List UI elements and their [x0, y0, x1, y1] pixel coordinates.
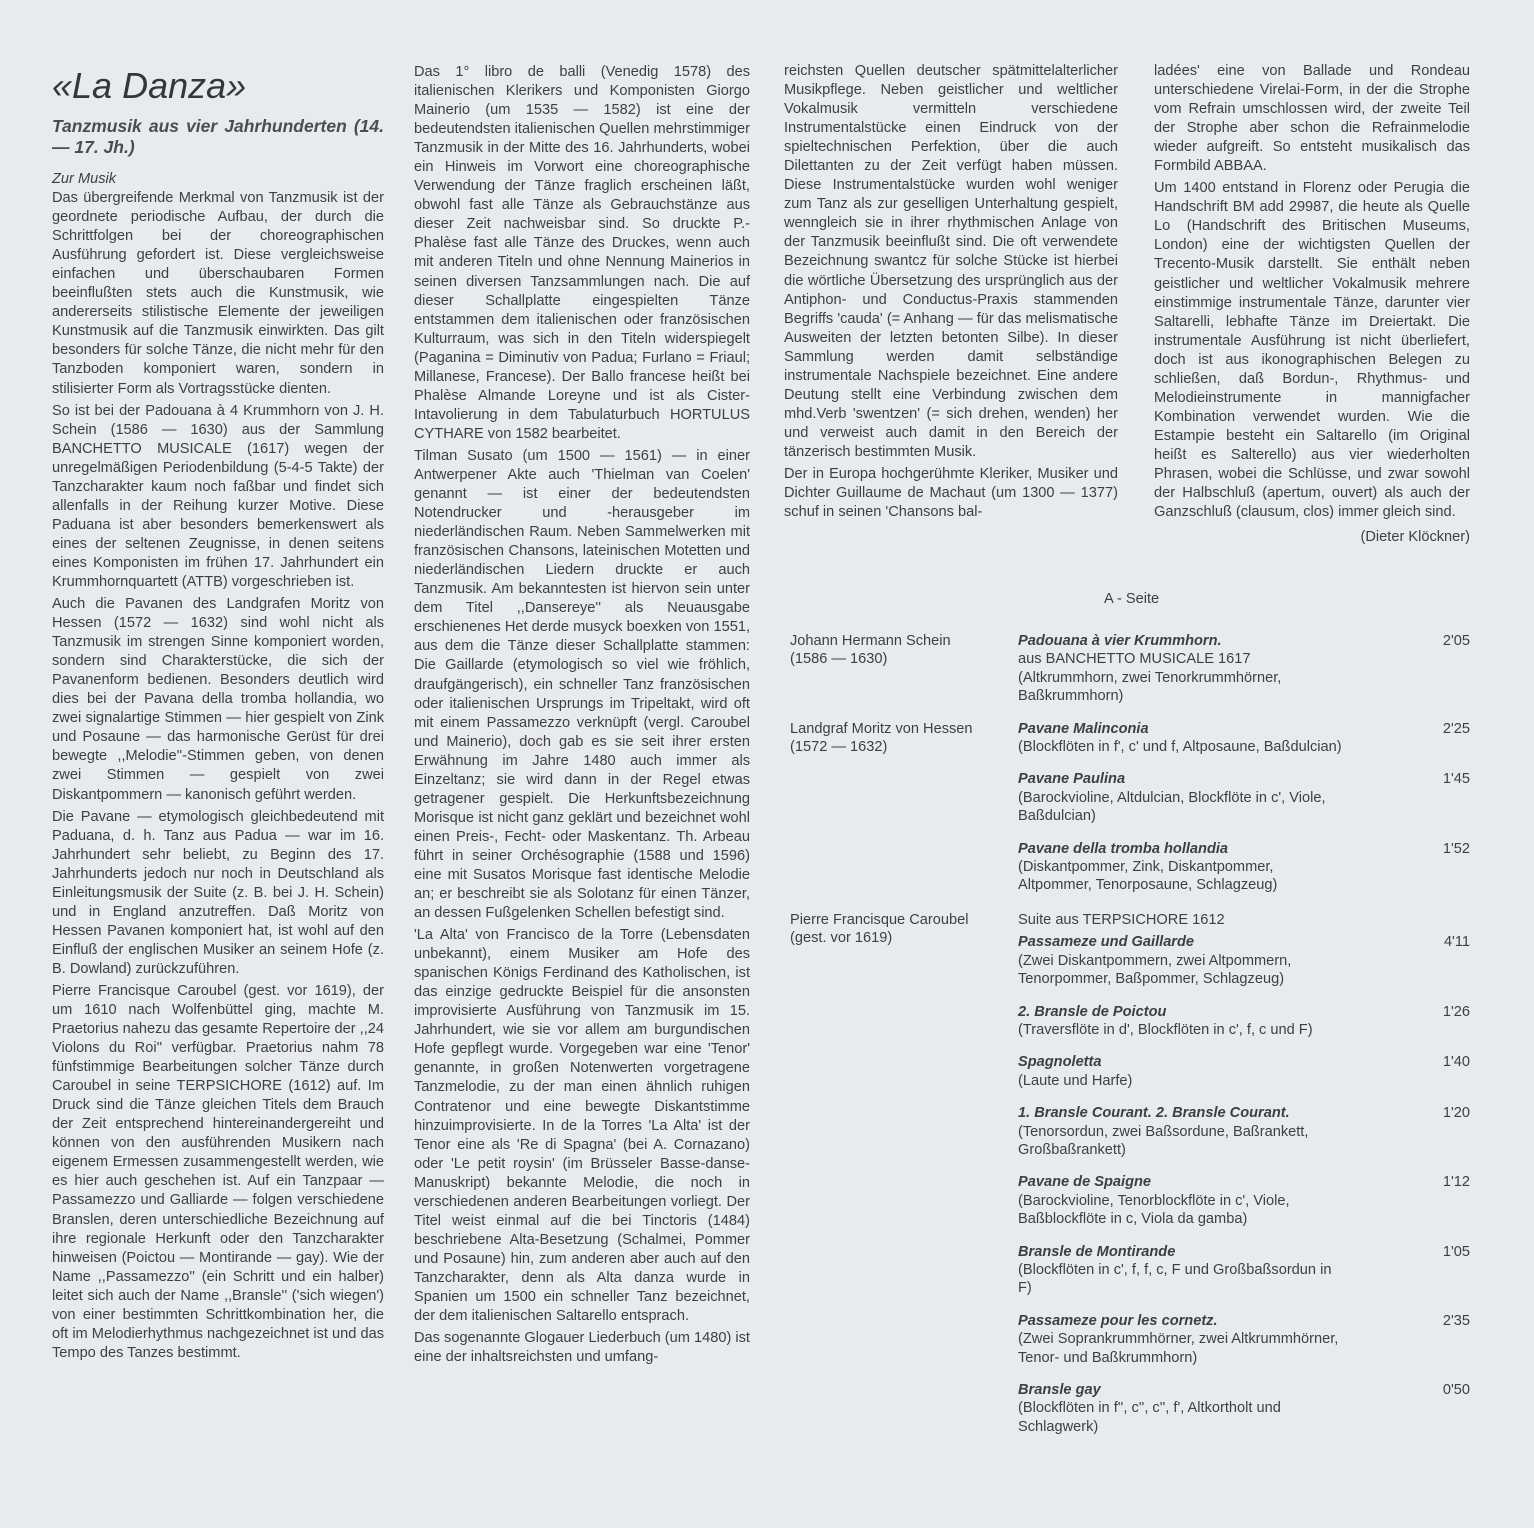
paragraph: reichsten Quellen deutscher spätmittelalterlicher Musikpflege. Neben geistlicher und weltlicher Vokalmusik vermitteln verschiedene Instrumentalstücke einen Eindruck von der spieltechnischen Perfektion, über die auch Dilettanten zu der Zeit verfügt haben müssen. Diese Instrumentalstücke wurden wohl weniger zum Tanz als zur geselligen Unterhaltung gespielt, wenngleich sie in ihrer rhythmischen Anlage von der Tanzmusik beeinflußt sind. Die oft verwendete Bezeichnung swantcz für solche Stücke ist hierbei die wörtliche Übersetzung des ursprünglich aus der Antiphon- und Conductus-Praxis stammenden Begriffs 'cauda' (= Anhang — für das melismatische Ausweiten der letzten betonten Silbe). In dieser Sammlung werden damit selbständige instrumentale Nachspiele bezeichnet. Eine andere Deutung stellt eine Verbindung zwischen dem mhd.Verb 'swentzen' (= sich drehen, wenden) her und verweist auch damit in den Bereich der tänzerisch bestimmten Musik.: [784, 63, 1118, 460]
paragraph: Der in Europa hochgerühmte Kleriker, Musiker und Dichter Guillaume de Machaut (um 1300 — 1377) schuf in seinen 'Chansons bal-: [784, 465, 1118, 521]
paragraph: Das 1° libro de balli (Venedig 1578) des italienischen Klerikers und Komponisten Giorgo Mainerio (um 1535 — 1582) ist eine der bedeutendsten italienischen Quellen mehrstimmiger Tanzmusik in der Mitte des 16. Jahrhunderts, wobei ein Hinweis im Vorwort eine choreographische Verwendung der Tänze fraglich erscheinen läßt, obwohl fast alle Tänze als Gebrauchstänze aus dieser Zeit nachweisbar sind. So druckte P.-Phalèse fast alle Tänze des Druckes, wenn auch mit anderen Titeln und ohne Nennung Mainerios in seinen diversen Tanzsammlungen nach. Die auf dieser Schallplatte eingespielten Tänze entstammen dem italienischen oder französischen Kulturraum, was sich in den Titeln widerspiegelt (Paganina = Diminutiv von Padua; Furlano = Friaul; Millanese, Francese). Der Ballo francese heißt bei Phalèse Almande Loreyne und ist als Cister-Intavolierung in dem Tabulaturbuch HORTULUS CYTHARE von 1582 bearbeitet.: [414, 64, 750, 442]
track-title: 2. Bransle de Poictou: [1018, 1003, 1167, 1020]
composer-name: Landgraf Moritz von Hessen (1572 — 1632): [790, 720, 973, 756]
track-title: Pavane della tromba hollandia: [1018, 840, 1229, 857]
paragraph: ladées' eine von Ballade und Rondeau unterschiedene Virelai-Form, in der die Strophe vom Refrain umschlossen wird, der zweite Teil der Strophe aber schon die Refrainmelodie wieder aufgreift. So entsteht musikalisch das Formbild ABBAA.: [1154, 63, 1470, 175]
track-duration: 2'35: [1442, 1312, 1470, 1329]
track-duration: 0'50: [1442, 1382, 1470, 1398]
track-title: Bransle de Montirande: [1018, 1243, 1176, 1260]
track-title: Bransle gay: [1018, 1382, 1101, 1398]
track-duration: 2'25: [1442, 720, 1470, 737]
track-item: [1018, 1003, 1470, 1040]
track-title: Passameze und Gaillarde: [1018, 934, 1195, 951]
page-title: «La Danza»: [52, 65, 247, 106]
track-duration: 1'20: [1442, 1105, 1470, 1122]
track-duration: 1'52: [1442, 840, 1470, 857]
track-duration: 2'05: [1442, 633, 1470, 649]
track-duration: 1'40: [1442, 1054, 1470, 1071]
track-duration: 1'12: [1442, 1174, 1470, 1191]
track-detail: (Traversflöte in d', Blockflöten in c', f, c und F): [1018, 1021, 1313, 1038]
column-2: [414, 63, 750, 1367]
paragraph: Pierre Francisque Caroubel (gest. vor 1619), der um 1610 nach Wolfenbüttel ging, machte M. Praetorius nahezu das gesamte Repertoire der ,,24 Violons du Roi'' verfügbar. Praetorius nahm 78 fünfstimmige Bearbeitungen solcher Tänze durch Caroubel in seine TERPSICHORE (1612) auf. Im Druck sind die Tänze gleichen Titels dem Brauch der Zeit entsprechend hintereinandergereiht und können von den ausführenden Musikern nach eigenem Ermessen zusammengestellt werden, wie es hier auch geschehen ist. Auf ein Tanzpaar — Passamezzo und Galliarde — folgen verschiedene Branslen, deren unterschiedliche Bezeichnung auf ihre regionale Herkunft oder den Tanzcharakter hinweisen (Poictou — Montirande — gay). Wie der Name ,,Passamezzo'' (ein Schritt und ein halber) leitet sich auch der Name ,,Bransle'' ('sich wiegen') von einer bestimmten Schrittkombination her, die oft im Melodierhythmus nachgezeichnet ist und das Tempo des Tanzes bestimmt.: [52, 982, 384, 1361]
track-detail: (Zwei Soprankrummhörner, zwei Altkrummhörner, Tenor- und Baßkrummhorn): [1018, 1331, 1339, 1366]
track-item: [1018, 1173, 1470, 1228]
track-duration: 1'05: [1442, 1243, 1470, 1260]
track-detail: aus BANCHETTO MUSICALE 1617 (Altkrummhorn, zwei Tenorkrummhörner, Baßkrummhorn): [1018, 651, 1282, 705]
track-title: Passameze pour les cornetz.: [1018, 1312, 1218, 1329]
composer-name: Johann Hermann Schein (1586 — 1630): [790, 633, 951, 668]
page-subtitle: Tanzmusik aus vier Jahrhunderten (14. — 17. Jh.): [52, 116, 384, 157]
track-item: [1018, 1312, 1470, 1367]
paragraph: Das übergreifende Merkmal von Tanzmusik ist der geordnete periodische Aufbau, der durch die Schrittfolgen bei der choreographischen Ausführung gefordert ist. Diese vergleichsweise einfachen und überschaubaren Formen beeinflußten stets auch die Kunstmusik, wie andererseits stilistische Elemente der jeweiligen Kunstmusik auf die Tanzmusik einwirkten. Das gilt besonders für solche Tänze, die nicht mehr für den Tanzboden komponiert waren, sondern in stilisierter Form als Vortragsstücke dienten.: [52, 190, 384, 397]
track-item: [1018, 720, 1470, 757]
track-detail: (Laute und Harfe): [1018, 1072, 1133, 1089]
track-duration: 4'11: [1443, 934, 1470, 951]
side-label: A - Seite: [1104, 591, 1160, 607]
track-detail: (Blockflöten in f'', c'', c'', f', Altkortholt und Schlagwerk): [1018, 1400, 1281, 1435]
track-title: Spagnoletta: [1018, 1054, 1102, 1071]
paragraph: So ist bei der Padouana à 4 Krummhorn von J. H. Schein (1586 — 1630) aus der Sammlung BANCHETTO MUSICALE (1617) wegen der unregelmäßigen Periodenbildung (5-4-5 Takte) der Tanzcharakter kaum noch faßbar und findet sich allenfalls in der Reihung kurzer Motive. Diese Paduana ist aber besonders bemerkenswert als eines der seltenen Zeugnisse, in denen seitens eines Komponisten im frühen 17. Jahrhundert ein Krummhornquartett (ATTB) vorgeschrieben ist.: [52, 402, 384, 590]
paragraph: Tilman Susato (um 1500 — 1561) — in einer Antwerpener Akte auch 'Thielman van Coelen' genannt — ist einer der bedeutendsten Notendrucker und -herausgeber im niederländischen Raum. Neben Sammelwerken mit französischen Chansons, lateinischen Motetten und niederländischen Liedern druckte er auch Tanzmusik. Am bekanntesten ist hiervon sein unter dem Titel ,,Dansereye'' als Neuausgabe erschienenes Het derde musyck boexken von 1551, aus dem die Tänze dieser Schallplatte stammen: Die Gaillarde (etymologisch so viel wie fröhlich, draufgängerisch), ein schneller Tanz französischen oder italienischen Ursprungs im Tripeltakt, wird oft mit einem Passamezzo verknüpft (vergl. Caroubel und Mainerio), doch gab es sie seit ihrer ersten Erwähnung im Jahre 1480 auch immer als Einzeltanz; sie wird dann in der Regel etwas getragener gespielt. Die Herkunftsbezeichnung Morisque ist nicht ganz geklärt und bezeichnet wohl einen Preis-, Fecht- oder Maskentanz. Th. Arbeau führt in seiner Orchésographie (1588 und 1596) eine mit Susatos Morisque fast identische Melodie an; er beschreibt sie als Solotanz für einen Tänzer, an dessen Fußgelenken Schellen befestigt sind.: [414, 447, 750, 922]
track-detail: (Blockflöten in c', f, f, c, F und Großbaßsordun in F): [1018, 1261, 1332, 1297]
track-detail: (Barockvioline, Tenorblockflöte in c', Viole, Baßblockflöte in c, Viola da gamba): [1018, 1192, 1290, 1228]
track-item: [1018, 933, 1470, 988]
track-duration: 1'45: [1442, 771, 1470, 788]
composer-name: Pierre Francisque Caroubel (gest. vor 1619): [790, 911, 969, 947]
composer-group: [790, 911, 1470, 1436]
composer-group: [790, 720, 1470, 895]
composer-group: [790, 632, 1470, 706]
track-title: Pavane Malinconia: [1018, 720, 1149, 737]
suite-title: Suite aus TERPSICHORE 1612: [1018, 911, 1225, 928]
track-duration: 1'26: [1442, 1003, 1470, 1020]
track-item: [1018, 1104, 1470, 1159]
track-title: Padouana à vier Krummhorn.: [1018, 633, 1222, 649]
track-title: 1. Bransle Courant. 2. Bransle Courant.: [1018, 1105, 1290, 1122]
paragraph: Auch die Pavanen des Landgrafen Moritz von Hessen (1572 — 1632) sind wohl nicht als Tanzmusik im strengen Sinne komponiert worden, sondern sind Charakterstücke, die sich der Pavanenform bedienen. Besonders deutlich wird dies bei der Pavana della tromba hollandia, wo zwei signalartige Stimmen — hier gespielt von Zink und Posaune — das harmonische Gerüst für drei bewegte ,,Melodie''-Stimmen geben, von denen zwei Stimmen — gespielt von zwei Diskantpommern — kanonisch geführt werden.: [52, 596, 384, 803]
column-4: [1154, 62, 1470, 547]
track-listing: [790, 632, 1470, 1450]
paragraph: Das sogenannte Glogauer Liederbuch (um 1480) ist eine der inhaltsreichsten und umfang-: [414, 1330, 750, 1366]
paragraph: Die Pavane — etymologisch gleichbedeutend mit Paduana, d. h. Tanz aus Padua — war im 16. Jahrhundert sehr beliebt, zu Beginn des 17. Jahrhunderts jedoch nur noch in Deutschland als Einleitungsmusik der Suite (z. B. bei J. H. Schein) und in England anzutreffen. Daß Moritz von Hessen Pavanen komponiert hat, ist wohl auf den Einfluß der englischen Musiker an seinem Hofe (z. B. Dowland) zurückzuführen.: [52, 808, 384, 977]
track-detail: (Blockflöten in f', c' und f, Altposaune, Baßdulcian): [1018, 739, 1342, 756]
track-detail: (Tenorsordun, zwei Baßsordune, Baßrankett, Großbaßrankett): [1018, 1123, 1309, 1158]
track-detail: (Barockvioline, Altdulcian, Blockflöte in c', Viole, Baßdulcian): [1018, 789, 1326, 825]
track-title: Pavane Paulina: [1018, 771, 1126, 788]
author-credit: (Dieter Klöckner): [1360, 529, 1470, 546]
track-detail: (Diskantpommer, Zink, Diskantpommer, Altpommer, Tenorposaune, Schlagzeug): [1018, 859, 1278, 894]
paragraph: 'La Alta' von Francisco de la Torre (Lebensdaten unbekannt), einem Musiker am Hofe des spanischen Königs Ferdinand des Katholischen, ist das einzige gedruckte Beispiel für die ansonsten improvisierte Ausführung von Tanzmusik im 15. Jahrhundert, wie sie vor allem am burgundischen Hofe gepflegt wurde. Vorgegeben war eine 'Tenor' genannte, in großen Notenwerten vorgetragene Tanzmelodie, zu der man einen ähnlich ruhigen Contratenor und eine bewegte Diskantstimme hinzuimprovisierte. In de la Torres 'La Alta' ist der Tenor eine als 'Re di Spagna' (bei A. Cornazano) oder 'Le petit roysin' (im Brüsseler Basse-danse-Manuskript) bekannte Melodie, die noch in verschiedenen anderen Bearbeitungen vorliegt. Der Titel weist einmal auf die bei Tinctoris (1484) beschriebene Alta-Besetzung (Schalmei, Pommer und Posaune) hin, zum anderen aber auch auf den Tanzcharakter, denn als Alta danza wurde in Spanien um 1500 ein schneller Tanz bezeichnet, der dem italienischen Saltarello entsprach.: [414, 927, 750, 1325]
track-detail: (Zwei Diskantpommern, zwei Altpommern, Tenorpommer, Baßpommer, Schlagzeug): [1018, 952, 1292, 988]
track-item: [1018, 632, 1470, 706]
section-heading: Zur Musik: [52, 171, 117, 187]
track-title: Pavane de Spaigne: [1018, 1174, 1152, 1191]
track-item: [1018, 840, 1470, 895]
track-item: [1018, 1381, 1470, 1436]
track-item: [1018, 770, 1470, 825]
track-item: [1018, 1053, 1470, 1090]
column-3: [784, 62, 1118, 522]
column-1: [52, 64, 384, 1363]
paragraph: Um 1400 entstand in Florenz oder Perugia die Handschrift BM add 29987, die heute als Quelle Lo (Handschrift des Britischen Museums, London) eine der wichtigsten Quellen der Trecento-Musik darstellt. Sie enthält neben geistlicher und weltlicher Vokalmusik mehrere einstimmige instrumentale Tänze, darunter vier Saltarelli, lebhafte Tänze im Dreiertakt. Die instrumentale Ausführung ist nicht überliefert, doch ist aus ikonographischen Belegen zu schließen, daß Bordun-, Rhythmus- und Melodieinstrumente in mannigfacher Kombination verwendet wurden. Wie die Estampie besteht ein Saltarello (im Original heißt es Salterello) aus vier wiederholten Phrasen, wobei die Schlüsse, und zwar sowohl der Halbschluß (apertum, ouvert) als auch der Ganzschluß (clausum, clos) immer gleich sind.: [1154, 180, 1470, 521]
track-item: [1018, 1243, 1470, 1298]
